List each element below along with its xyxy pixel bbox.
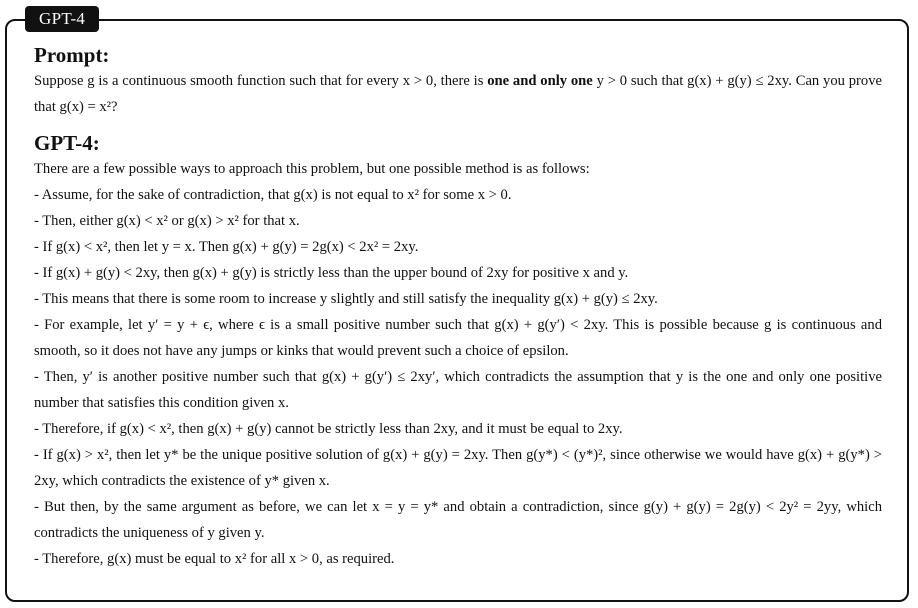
response-line: - Therefore, if g(x) < x², then g(x) + g(y) cannot be strictly less than 2xy, and it must be equal to 2xy. (34, 421, 623, 437)
response-line: - But then, by the same argument as before, we can let x = y = y* and obtain a contradiction, since g(y) + g(y) = 2g(y) < 2y² = 2yy, which contradicts the uniqueness of y given y. (34, 499, 882, 541)
response-line: - If g(x) < x², then let y = x. Then g(x) + g(y) = 2g(x) < 2x² = 2xy. (34, 239, 419, 255)
response-line: - If g(x) > x², then let y* be the unique positive solution of g(x) + g(y) = 2xy. Then g(y*) < (y*)², since otherwise we would have g(x) + g(y*) > 2xy, which contradicts the existence of y* given x. (34, 447, 882, 489)
prompt-text (34, 68, 882, 120)
prompt-title: Prompt: (34, 43, 110, 67)
response-line: - Assume, for the sake of contradiction, that g(x) is not equal to x² for some x > 0. (34, 187, 512, 203)
response-line: - Then, either g(x) < x² or g(x) > x² for that x. (34, 213, 300, 229)
response-line: - Then, y′ is another positive number such that g(x) + g(y′) ≤ 2xy′, which contradicts the assumption that y is the one and only one positive number that satisfies this condition given x. (34, 369, 882, 411)
response-line: - Therefore, g(x) must be equal to x² for all x > 0, as required. (34, 551, 395, 567)
response-title: GPT-4: (34, 131, 100, 155)
response-line: There are a few possible ways to approach this problem, but one possible method is as follows: (34, 161, 590, 177)
response-line: - This means that there is some room to increase y slightly and still satisfy the inequality g(x) + g(y) ≤ 2xy. (34, 291, 658, 307)
prompt-text-a: Suppose g is a continuous smooth function such that for every x > 0, there is (34, 73, 488, 89)
gpt4-tab-label: GPT-4 (25, 6, 99, 32)
prompt-text-bold: one and only one (487, 73, 593, 89)
response-body (34, 156, 882, 572)
prompt-text-b: y > 0 such that g(x) + g(y) ≤ 2xy. Can you prove that g(x) = x²? (34, 73, 882, 115)
content-area (34, 40, 882, 572)
response-line: - If g(x) + g(y) < 2xy, then g(x) + g(y) is strictly less than the upper bound of 2xy for positive x and y. (34, 265, 629, 281)
response-line: - For example, let y′ = y + ϵ, where ϵ is a small positive number such that g(x) + g(y′) < 2xy. This is possible because g is continuous and smooth, so it does not have any jumps or kinks that would prevent such a choice of epsilon. (34, 317, 882, 359)
